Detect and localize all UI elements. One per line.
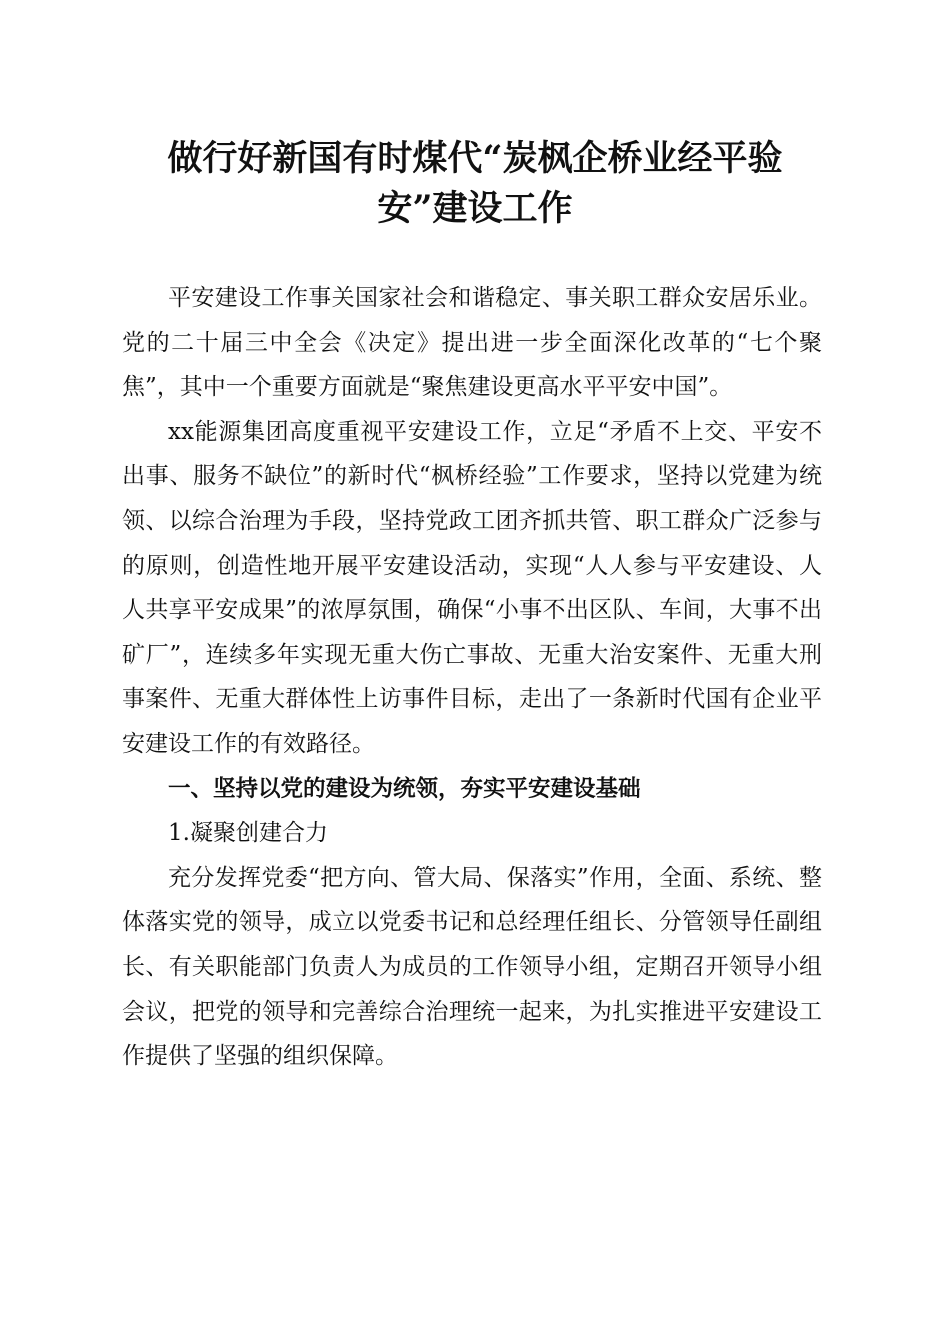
document-title — [120, 134, 830, 234]
document-body — [122, 276, 822, 1079]
subsection-heading: 1.凝聚创建合力 — [168, 820, 328, 847]
subsection-paragraph: 充分发挥党委“把方向、管大局、保落实”作用，全面、系统、整体落实党的领导，成立以党委书记和总经理任组长、分管领导任副组长、有关职能部门负责人为成员的工作领导小组，定期召开领导小组会议，把党的领导和完善综合治理统一起来，为扎实推进平安建设工作提供了坚强的组织保障。 — [122, 864, 822, 1070]
title-line-2: 安”建设工作 — [377, 188, 573, 229]
section-heading: 一、坚持以党的建设为统领，夯实平安建设基础 — [168, 775, 641, 802]
title-line-1: 做行好新国有时煤代“炭枫企桥业经平验 — [167, 138, 783, 179]
intro-paragraph: 平安建设工作事关国家社会和谐稳定、事关职工群众安居乐业。党的二十届三中全会《决定》提出进一步全面深化改革的“七个聚焦”，其中一个重要方面就是“聚焦建设更高水平平安中国”。 — [122, 285, 822, 401]
overview-paragraph: xx能源集团高度重视平安建设工作，立足“矛盾不上交、平安不出事、服务不缺位”的新时代“枫桥经验”工作要求，坚持以党建为统领、以综合治理为手段，坚持党政工团齐抓共管、职工群众广泛参与的原则，创造性地开展平安建设活动，实现“人人参与平安建设、人人共享平安成果”的浓厚氛围，确保“小事不出区队、车间，大事不出矿厂”，连续多年实现无重大伤亡事故、无重大治安案件、无重大刑事案件、无重大群体性上访事件目标，走出了一条新时代国有企业平安建设工作的有效路径。 — [122, 418, 822, 757]
